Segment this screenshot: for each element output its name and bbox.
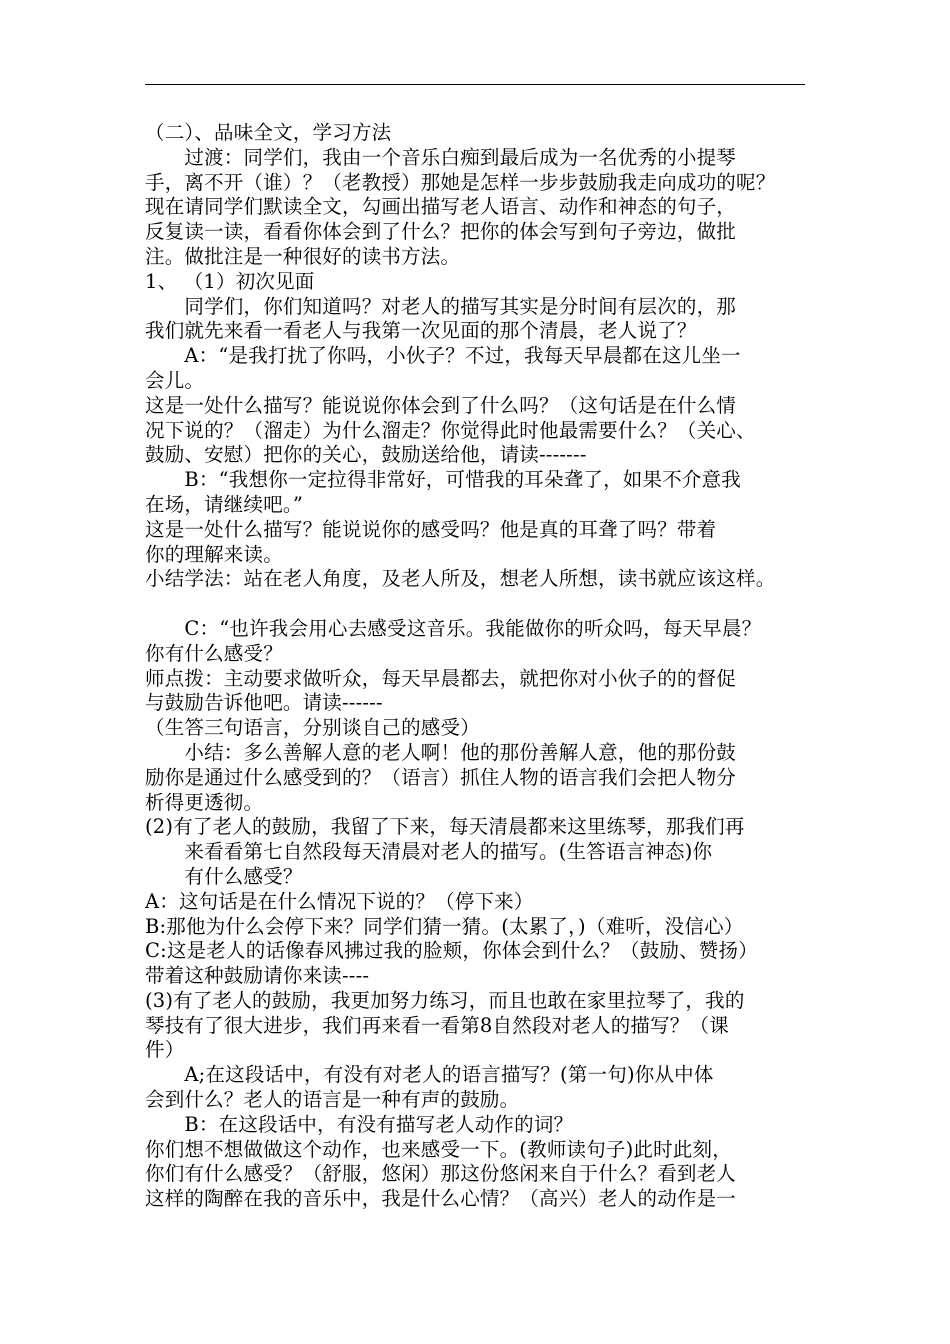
text-line: 励你是通过什么感受到的？（语言）抓住人物的语言我们会把人物分	[145, 765, 737, 789]
text-line: 你有什么感受？	[145, 641, 283, 665]
text-line: 带着这种鼓励请你来读----	[145, 964, 370, 988]
blank-line	[145, 592, 810, 617]
text-line: (2)有了老人的鼓励，我留了下来，每天清晨都来这里练琴，那我们再	[145, 815, 745, 839]
text-line: C：“也许我会用心去感受这音乐。我能做你的听众吗，每天早晨？	[145, 616, 762, 640]
text-line: 手，离不开（谁）？（老教授）那她是怎样一步步鼓励我走向成功的呢？	[145, 170, 776, 194]
text-line: A：“是我打扰了你吗，小伙子？不过，我每天早晨都在这儿坐一	[145, 344, 741, 368]
text-line: B：“我想你一定拉得非常好，可惜我的耳朵聋了，如果不介意我	[145, 468, 741, 492]
text-line: 小结学法：站在老人角度，及老人所及，想老人所想，读书就应该这样。	[145, 567, 776, 591]
text-line: 这样的陶醉在我的音乐中，我是什么心情？（高兴）老人的动作是一	[145, 1187, 737, 1211]
text-line: 鼓励、安慰）把你的关心，鼓励送给他，请读-------	[145, 443, 587, 467]
text-line: A;在这段话中，有没有对老人的语言描写？(第一句)你从中体	[145, 1063, 714, 1087]
subsection-heading: 1、 （1）初次见面	[145, 269, 315, 293]
text-line: 同学们，你们知道吗？对老人的描写其实是分时间有层次的，那	[145, 294, 737, 318]
text-line: 况下说的？（溜走）为什么溜走？你觉得此时他最需要什么？（关心、	[145, 418, 756, 442]
text-line: 你们有什么感受？（舒服，悠闲）那这份悠闲来自于什么？看到老人	[145, 1162, 737, 1186]
text-line: 我们就先来看一看老人与我第一次见面的那个清晨，老人说了？	[145, 319, 697, 343]
text-line: 件）	[145, 1038, 185, 1062]
text-line: B:那他为什么会停下来？同学们猜一猜。(太累了，)（难听，没信心）	[145, 914, 744, 938]
text-line: 现在请同学们默读全文，勾画出描写老人语言、动作和神态的句子，	[145, 195, 737, 219]
text-line: 小结：多么善解人意的老人啊！他的那份善解人意，他的那份鼓	[145, 740, 737, 764]
text-line: 这是一处什么描写？能说说你的感受吗？他是真的耳聋了吗？带着	[145, 517, 717, 541]
text-line: C:这是老人的话像春风拂过我的脸颊，你体会到什么？（鼓励、赞扬）	[145, 939, 758, 963]
text-line: (3)有了老人的鼓励，我更加努力练习，而且也敢在家里拉琴了，我的	[145, 988, 745, 1012]
header-rule	[145, 84, 805, 85]
text-line: 琴技有了很大进步，我们再来看一看第8自然段对老人的描写？（课	[145, 1013, 729, 1037]
text-line: 与鼓励告诉他吧。请读------	[145, 691, 383, 715]
text-line: 注。做批注是一种很好的读书方法。	[145, 244, 461, 268]
section-heading: （二）、品味全文，学习方法	[145, 121, 392, 144]
text-line: 师点拨：主动要求做听众，每天早晨都去，就把你对小伙子的的督促	[145, 666, 737, 690]
text-line: 来看看第七自然段每天清晨对老人的描写。(生答语言神态)你	[145, 840, 713, 864]
text-line: 析得更透彻。	[145, 790, 264, 814]
text-line: 你们想不想做做这个动作，也来感受一下。(教师读句子)此时此刻，	[145, 1137, 732, 1161]
text-line: 会到什么？老人的语言是一种有声的鼓励。	[145, 1088, 520, 1112]
text-line: 在场，请继续吧。”	[145, 492, 304, 516]
text-line: A：这句话是在什么情况下说的？（停下来）	[145, 889, 534, 913]
text-line: （生答三句语言，分别谈自己的感受）	[145, 716, 480, 740]
document-body	[145, 121, 810, 1212]
text-line: 你的理解来读。	[145, 542, 283, 566]
text-line: 这是一处什么描写？能说说你体会到了什么吗？（这句话是在什么情	[145, 393, 737, 417]
text-line: B：在这段话中，有没有描写老人动作的词？	[145, 1112, 574, 1136]
text-line: 反复读一读，看看你体会到了什么？把你的体会写到句子旁边，做批	[145, 220, 737, 244]
text-line: 会儿。	[145, 368, 205, 392]
text-line: 有什么感受？	[145, 864, 303, 888]
text-line: 过渡：同学们，我由一个音乐白痴到最后成为一名优秀的小提琴	[145, 145, 737, 169]
